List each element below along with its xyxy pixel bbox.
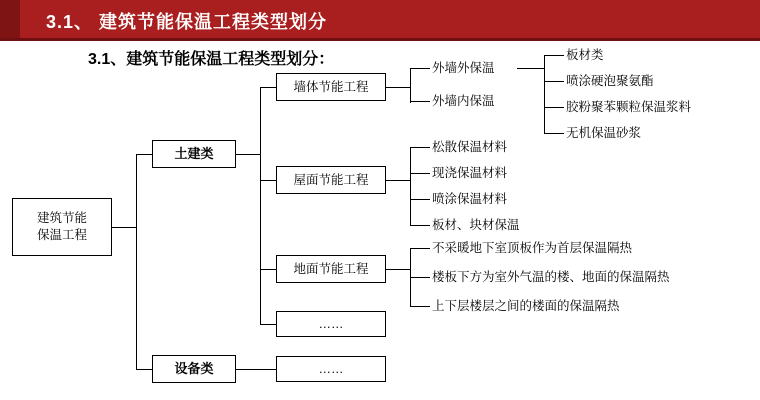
connector-civil-bus bbox=[260, 87, 261, 324]
connector-wall-out bbox=[386, 87, 410, 88]
connector-ext-item-3 bbox=[544, 133, 564, 134]
leaf-inorganic-mortar: 无机保温砂浆 bbox=[566, 126, 642, 140]
connector-roof-out bbox=[386, 180, 410, 181]
node-root bbox=[12, 198, 112, 256]
leaf-basement-roof-insulation: 不采暖地下室顶板作为首层保温隔热 bbox=[432, 241, 633, 255]
leaf-spray-insulation: 喷涂保温材料 bbox=[432, 192, 508, 206]
connector-bus-to-floor bbox=[260, 269, 276, 270]
leaf-loose-insulation: 松散保温材料 bbox=[432, 140, 508, 154]
connector-external-bus bbox=[544, 55, 545, 133]
node-roof-energy-label: 屋面节能工程 bbox=[293, 172, 369, 187]
leaf-outdoor-air-floor-insulation: 楼板下方为室外气温的楼、地面的保温隔热 bbox=[432, 270, 670, 284]
leaf-cast-insulation: 现浇保温材料 bbox=[432, 166, 508, 180]
node-wall-energy-label: 墙体节能工程 bbox=[293, 79, 369, 94]
node-root-line2: 保温工程 bbox=[36, 228, 87, 242]
connector-civil-out bbox=[236, 154, 260, 155]
connector-to-civil bbox=[136, 154, 152, 155]
connector-bus-to-more bbox=[260, 324, 276, 325]
leaf-spray-polyurethane: 喷涂硬泡聚氨酯 bbox=[566, 74, 654, 88]
header-accent-block bbox=[0, 0, 20, 38]
node-wall-energy bbox=[276, 73, 386, 101]
connector-to-equipment bbox=[136, 369, 152, 370]
node-floor-energy bbox=[276, 255, 386, 283]
connector-roof-item-3 bbox=[410, 225, 430, 226]
leaf-board-block-insulation: 板材、块材保温 bbox=[432, 218, 520, 232]
connector-equipment-to-more bbox=[236, 369, 276, 370]
section-subtitle: 3.1、建筑节能保温工程类型划分： bbox=[88, 51, 335, 68]
connector-floor-item-0 bbox=[410, 248, 430, 249]
connector-external-out bbox=[517, 68, 544, 69]
connector-ext-item-2 bbox=[544, 107, 564, 108]
node-civil-more-label: …… bbox=[318, 316, 344, 331]
connector-bus-to-wall bbox=[260, 87, 276, 88]
node-civil-works-label: 土建类 bbox=[174, 146, 214, 162]
node-civil-works bbox=[152, 140, 236, 168]
page-title: 3.1、 建筑节能保温工程类型划分 bbox=[46, 12, 328, 32]
node-civil-more bbox=[276, 311, 386, 337]
node-equipment-more bbox=[276, 356, 386, 382]
connector-roof-item-0 bbox=[410, 147, 430, 148]
connector-wall-to-internal bbox=[410, 101, 430, 102]
node-equipment bbox=[152, 355, 236, 383]
leaf-rubber-powder-slurry: 胶粉聚苯颗粒保温浆料 bbox=[566, 100, 692, 114]
leaf-interfloor-insulation: 上下层楼层之间的楼面的保温隔热 bbox=[432, 299, 620, 313]
connector-floor-item-1 bbox=[410, 277, 430, 278]
node-equipment-more-label: …… bbox=[318, 361, 344, 376]
connector-roof-bus bbox=[410, 147, 411, 225]
header-underline bbox=[0, 38, 760, 41]
leaf-wall-internal: 外墙内保温 bbox=[432, 94, 495, 108]
connector-bus-to-roof bbox=[260, 180, 276, 181]
connector-ext-item-1 bbox=[544, 81, 564, 82]
connector-roof-item-1 bbox=[410, 173, 430, 174]
leaf-wall-external: 外墙外保温 bbox=[432, 61, 495, 75]
leaf-plate-type: 板材类 bbox=[566, 48, 604, 62]
node-root-line1: 建筑节能 bbox=[36, 211, 87, 226]
connector-wall-to-external bbox=[410, 68, 430, 69]
connector-root-out bbox=[112, 227, 136, 228]
connector-ext-item-0 bbox=[544, 55, 564, 56]
node-roof-energy bbox=[276, 166, 386, 194]
connector-floor-item-2 bbox=[410, 306, 430, 307]
connector-trunk bbox=[136, 154, 137, 369]
node-equipment-label: 设备类 bbox=[174, 361, 214, 377]
connector-floor-out bbox=[386, 269, 410, 270]
connector-wall-bus bbox=[410, 68, 411, 103]
connector-roof-item-2 bbox=[410, 199, 430, 200]
node-floor-energy-label: 地面节能工程 bbox=[293, 261, 369, 276]
